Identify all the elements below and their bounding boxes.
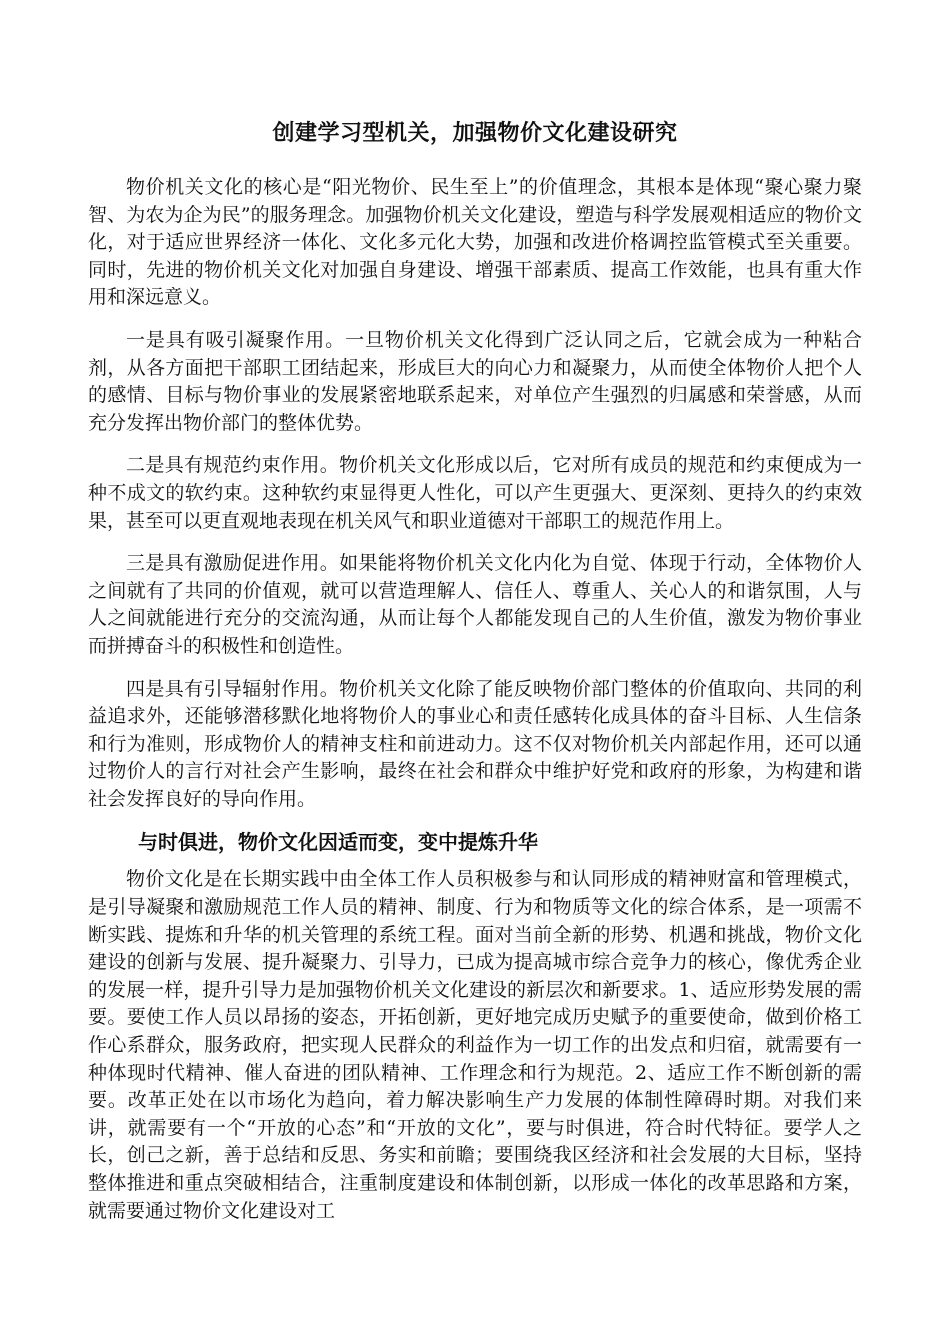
paragraph-section-body: 物价文化是在长期实践中由全体工作人员积极参与和认同形成的精神财富和管理模式，是引导凝聚和激励规范工作人员的精神、制度、行为和物质等文化的综合体系，是一项需不断实践、提炼和升华的机关管理的系统工程。面对当前全新的形势、机遇和挑战，物价文化建设的创新与发展、提升凝聚力、引导力，已成为提高城市综合竞争力的核心，像优秀企业的发展一样，提升引导力是加强物价机关文化建设的新层次和新要求。1、适应形势发展的需要。要使工作人员以昂扬的姿态，开拓创新，更好地完成历史赋予的重要使命，做到价格工作心系群众，服务政府，把实现人民群众的利益作为一切工作的出发点和归宿，就需要有一种体现时代精神、催人奋进的团队精神、工作理念和行为规范。2、适应工作不断创新的需要。改革正处在以市场化为趋向，着力解决影响生产力发展的体制性障碍时期。对我们来讲，就需要有一个“开放的心态”和“开放的文化”，要与时俱进，符合时代特征。要学人之长，创己之新，善于总结和反思、务实和前瞻；要围绕我区经济和社会发展的大目标，坚持整体推进和重点突破相结合，注重制度建设和体制创新，以形成一体化的改革思路和方案，就需要通过物价文化建设对工: [88, 868, 862, 1222]
paragraph-regulation: 二是具有规范约束作用。物价机关文化形成以后，它对所有成员的规范和约束便成为一种不成文的软约束。这种软约束显得更人性化，可以产生更强大、更深刻、更持久的约束效果，甚至可以更直观地表现在机关风气和职业道德对干部职工的规范作用上。: [88, 454, 862, 532]
paragraph-attraction: 一是具有吸引凝聚作用。一旦物价机关文化得到广泛认同之后，它就会成为一种粘合剂，从各方面把干部职工团结起来，形成巨大的向心力和凝聚力，从而使全体物价人把个人的感情、目标与物价事业的发展紧密地联系起来，对单位产生强烈的归属感和荣誉感，从而充分发挥出物价部门的整体优势。: [88, 328, 862, 434]
document-title: 创建学习型机关，加强物价文化建设研究: [272, 120, 678, 146]
document-page: [88, 118, 862, 1240]
paragraph-guidance: 四是具有引导辐射作用。物价机关文化除了能反映物价部门整体的价值取向、共同的利益追求外，还能够潜移默化地将物价人的事业心和责任感转化成具体的奋斗目标、人生信条和行为准则，形成物价人的精神支柱和前进动力。这不仅对物价机关内部起作用，还可以通过物价人的言行对社会产生影响，最终在社会和群众中维护好党和政府的形象，为构建和谐社会发挥良好的导向作用。: [88, 677, 862, 810]
section-heading: 与时俱进，物价文化因适而变，变中提炼升华: [138, 830, 538, 855]
paragraph-intro: 物价机关文化的核心是“阳光物价、民生至上”的价值理念，其根本是体现“聚心聚力聚智、为农为企为民”的服务理念。加强物价机关文化建设，塑造与科学发展观相适应的物价文化，对于适应世界经济一体化、文化多元化大势，加强和改进价格调控监管模式至关重要。同时，先进的物价机关文化对加强自身建设、增强干部素质、提高工作效能，也具有重大作用和深远意义。: [88, 176, 862, 309]
paragraph-motivation: 三是具有激励促进作用。如果能将物价机关文化内化为自觉、体现于行动，全体物价人之间就有了共同的价值观，就可以营造理解人、信任人、尊重人、关心人的和谐氛围，人与人之间就能进行充分的交流沟通，从而让每个人都能发现自己的人生价值，激发为物价事业而拼搏奋斗的积极性和创造性。: [88, 552, 862, 657]
